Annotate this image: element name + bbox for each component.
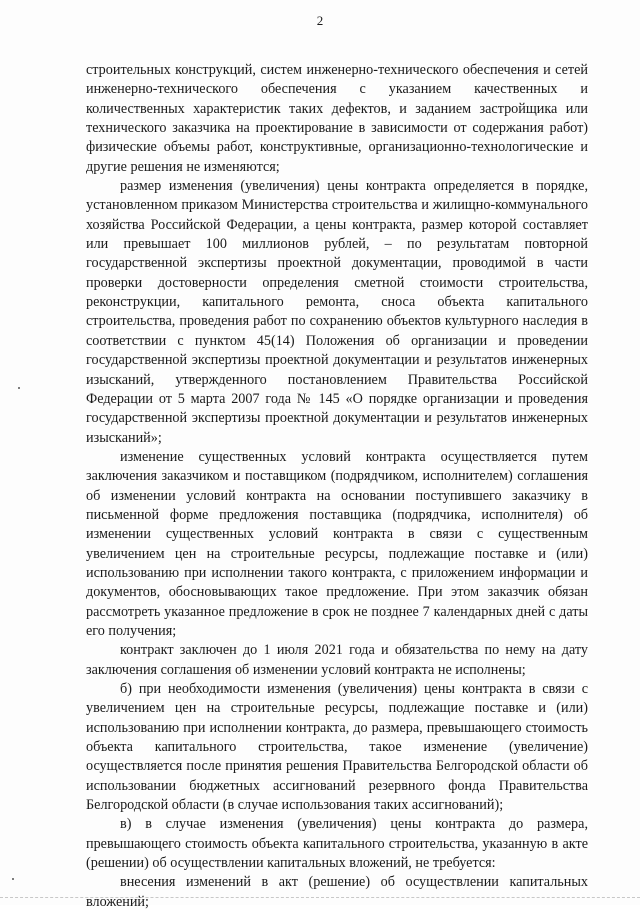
document-body bbox=[86, 61, 588, 912]
scan-edge-line bbox=[0, 897, 640, 899]
paragraph-item-b: б) при необходимости изменения (увеличения) цены контракта в связи с увеличением цен на строительные ресурсы, подлежащие поставке и (или) использованию при исполнении контракта, до размера, превышающего стоимость объекта капитального строительства, такое изменение (увеличение) осуществляется после принятия решения Правительства Белгородской области об использовании бюджетных ассигнований резервного фонда Правительства Белгородской области (в случае использования таких ассигнований); bbox=[86, 681, 588, 814]
paragraph-essential-terms: изменение существенных условий контракта осуществляется путем заключения заказчиком и поставщиком (подрядчиком, исполнителем) соглашения об изменении условий контракта на основании поступившего заказчику в письменной форме предложения поставщика (подрядчика, исполнителя) об изменении существенных условий контракта в связи с существенным увеличением цен на строительные ресурсы, подлежащие поставке и (или) использованию при исполнении такого контракта, с приложением информации и документов, обосновывающих такое предложение. При этом заказчик обязан рассмотреть указанное предложение в срок не позднее 7 календарных дней с даты его получения; bbox=[86, 448, 588, 639]
paragraph-contract-date: контракт заключен до 1 июля 2021 года и обязательства по нему на дату заключения соглашения об изменении условий контракта не исполнены; bbox=[86, 642, 588, 678]
paragraph-continuation: строительных конструкций, систем инженерно-технического обеспечения и сетей инженерно-технического обеспечения с указанием качественных и количественных характеристик таких дефектов, и заданием застройщика или технического заказчика на проектирование в зависимости от содержания работ) физические объемы работ, конструктивные, организационно-технологические и другие решения не изменяются; bbox=[86, 62, 588, 175]
page-number: 2 bbox=[316, 13, 324, 28]
paragraph-price-change-size: размер изменения (увеличения) цены контракта определяется в порядке, установленном приказом Министерства строительства и жилищно-коммунального хозяйства Российской Федерации, а цены контракта, размер которой составляет или превышает 100 миллионов рублей, – по результатам повторной государственной экспертизы проектной документации, проводимой в части проверки достоверности определения сметной стоимости строительства, реконструкции, капитального ремонта, сноса объекта капитального строительства, проведения работ по сохранению объектов культурного наследия в соответствии с пунктом 45(14) Положения об организации и проведении государственной экспертизы проектной документации и результатов инженерных изысканий, утвержденного постановлением Правительства Российской Федерации от 5 марта 2007 года № 145 «О порядке организации и проведения государственной экспертизы проектной документации и результатов инженерных изысканий»; bbox=[86, 178, 588, 446]
scan-speck bbox=[12, 878, 14, 880]
scan-speck bbox=[18, 387, 20, 389]
paragraph-item-v: в) в случае изменения (увеличения) цены контракта до размера, превышающего стоимость объекта капитального строительства, указанную в акте (решении) об осуществлении капитальных вложений, не требуется: bbox=[86, 816, 588, 872]
paragraph-amendments: внесения изменений в акт (решение) об осуществлении капитальных вложений; bbox=[86, 874, 588, 910]
